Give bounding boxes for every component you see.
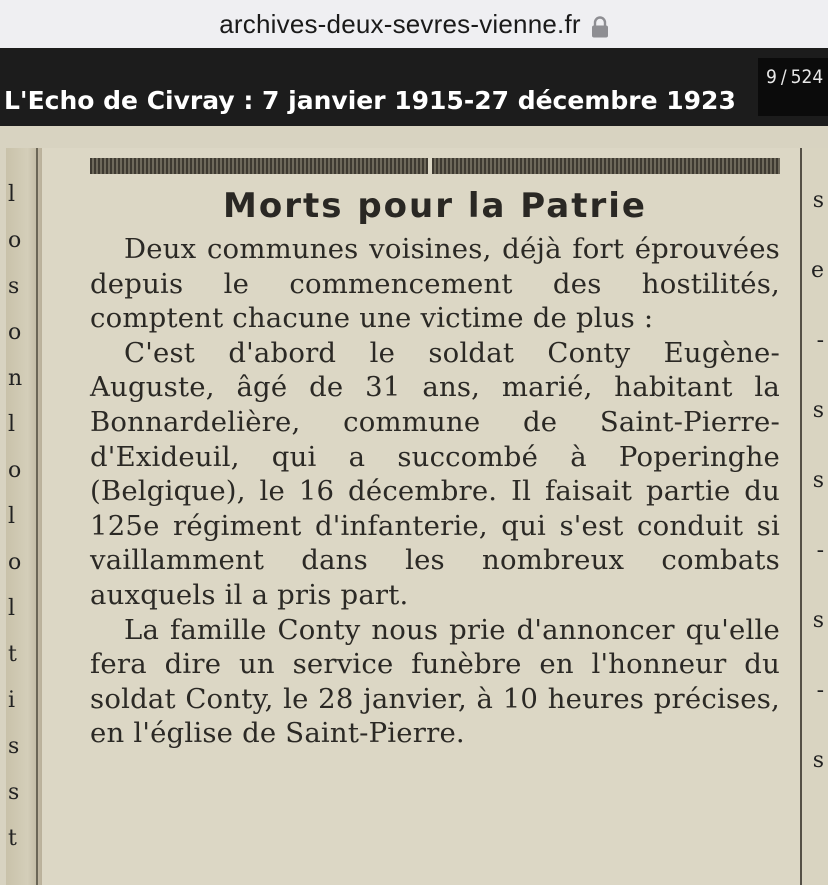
- left-edge-fragment: o: [8, 228, 22, 253]
- left-edge-fragment: s: [8, 734, 20, 759]
- left-edge-fragment: o: [8, 458, 22, 483]
- page-separator: /: [780, 66, 787, 88]
- right-edge-fragment: e: [810, 258, 824, 283]
- headline-rule-right: [432, 158, 780, 174]
- article-column: [90, 148, 790, 885]
- page-counter[interactable]: [758, 58, 828, 116]
- right-edge-fragment: -: [816, 678, 824, 703]
- page-total: 524: [790, 66, 824, 88]
- left-edge-fragment: l: [8, 596, 16, 621]
- right-edge-fragment: s: [812, 398, 824, 423]
- left-edge-fragment: l: [8, 182, 16, 207]
- page-current: 9: [766, 66, 777, 88]
- document-title: L'Echo de Civray : 7 janvier 1915-27 décembre 1923: [4, 86, 736, 115]
- left-edge-fragment: n: [8, 366, 23, 391]
- left-edge-fragment: s: [8, 274, 20, 299]
- article-paragraph-3: La famille Conty nous prie d'annoncer qu'elle fera dire un service funèbre en l'honneur du soldat Conty, le 28 janvier, à 10 heures précises, en l'église de Saint-Pierre.: [90, 613, 780, 750]
- left-edge-fragment: t: [8, 642, 17, 667]
- left-edge-fragment: o: [8, 550, 22, 575]
- left-edge-fragment: i: [8, 688, 16, 713]
- right-edge-fragment: -: [816, 328, 824, 353]
- document-viewer[interactable]: [0, 126, 828, 885]
- right-edge-fragment: s: [812, 608, 824, 633]
- right-edge-fragment: s: [812, 748, 824, 773]
- url-text[interactable]: archives-deux-sevres-vienne.fr: [219, 8, 581, 39]
- newspaper-scan: [6, 148, 828, 885]
- article-paragraph-2: C'est d'abord le soldat Conty Eugène-Auguste, âgé de 31 ans, marié, habitant la Bonnardelière, commune de Saint-Pierre-d'Exideuil, qui a succombé à Poperinghe (Belgique), le 16 décembre. Il faisait partie du 125e régiment d'infanterie, qui s'est conduit si vaillamment dans les nombreux combats auxquels il a pris part.: [90, 336, 780, 611]
- left-edge-fragment: l: [8, 412, 16, 437]
- left-edge-fragment: l: [8, 504, 16, 529]
- article-headline: Morts pour la Patrie: [223, 186, 647, 226]
- left-edge-fragment: t: [8, 826, 17, 851]
- right-edge-fragment: s: [812, 188, 824, 213]
- right-edge-fragment: -: [816, 538, 824, 563]
- address-bar[interactable]: [0, 0, 828, 48]
- right-edge-fragment: s: [812, 468, 824, 493]
- left-edge-fragment: o: [8, 320, 22, 345]
- column-rule: [36, 148, 38, 885]
- article-paragraph-1: Deux communes voisines, déjà fort éprouvées depuis le commencement des hostilités, comptent chacune une victime de plus :: [90, 233, 780, 335]
- left-edge-fragment: s: [8, 780, 20, 805]
- document-title-bar: [0, 48, 828, 126]
- article-body: [90, 232, 780, 751]
- headline-rule-left: [90, 158, 428, 174]
- lock-icon: [591, 14, 609, 36]
